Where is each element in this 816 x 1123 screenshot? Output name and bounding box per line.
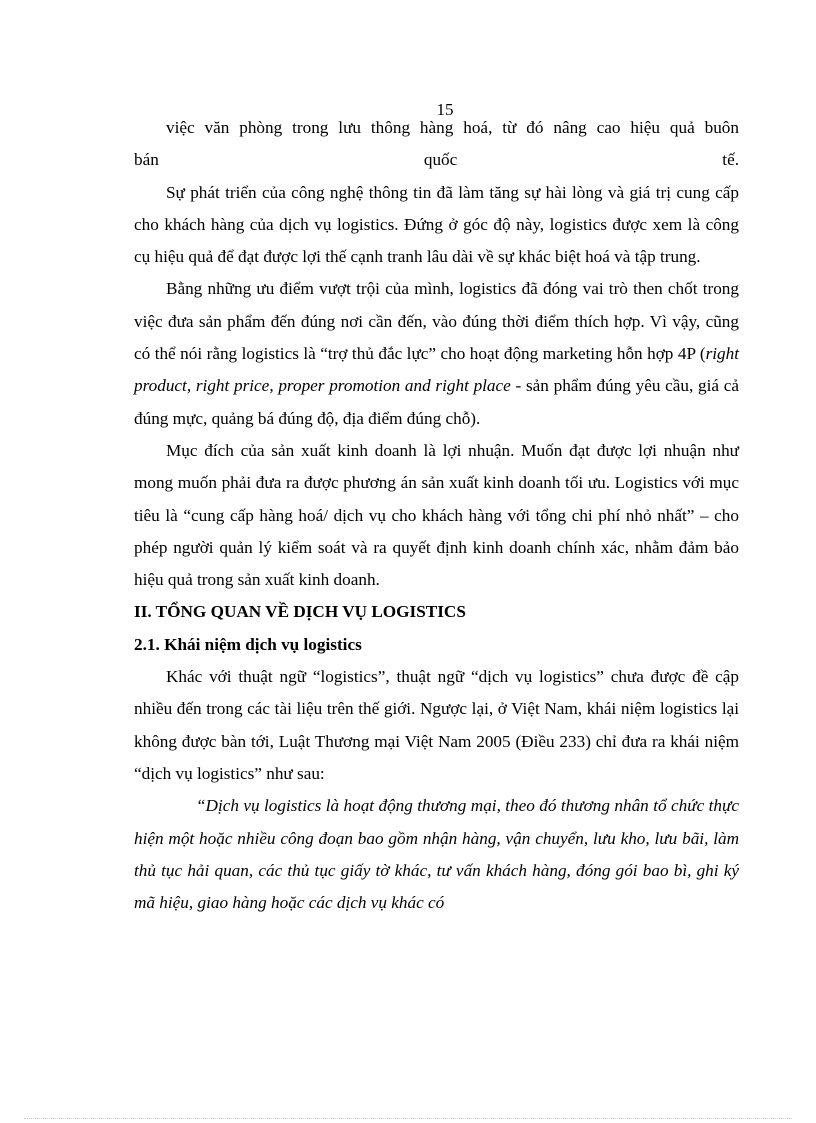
page-header (0, 50, 816, 119)
paragraph-1-line-1: việc văn phòng trong lưu thông hàng hoá, từ đó nâng cao hiệu quả buôn (166, 118, 739, 137)
document-body (134, 112, 739, 919)
paragraph-3-text-b: - sản phẩm đúng yêu cầu, giá cả đúng mực, quảng bá đúng độ, địa điểm đúng chỗ). (134, 376, 739, 428)
section-heading: II. TỔNG QUAN VỀ DỊCH VỤ LOGISTICS (134, 602, 466, 622)
paragraph-4: Mục đích của sản xuất kinh doanh là lợi nhuận. Muốn đạt được lợi nhuận như mong muốn phải đưa ra được phương án sản xuất kinh doanh tối ưu. Logistics với mục tiêu là “cung cấp hàng hoá/ dịch vụ cho khách hàng với tổng chi phí nhỏ nhất” – cho phép người quản lý kiểm soát và ra quyết định kinh doanh chính xác, nhằm đảm bảo hiệu quả trong sản xuất kinh doanh. (134, 440, 739, 590)
paragraph-3-text-a: Bằng những ưu điểm vượt trội của mình, logistics đã đóng vai trò then chốt trong việc đưa sản phẩm đến đúng nơi cần đến, vào đúng thời điểm thích hợp. Vì vậy, cũng có thể nói rằng logistics là “trợ thủ đắc lực” cho hoạt động marketing hỗn hợp 4P ( (134, 279, 739, 364)
subsection-heading: 2.1. Khái niệm dịch vụ logistics (134, 634, 362, 654)
page-number: 15 (436, 100, 454, 119)
paragraph-3-italic-text: right product, right price, proper promotion and right place (134, 344, 739, 396)
paragraph-1-line-2: bán quốc tế. (134, 150, 739, 170)
legal-quote: “Dịch vụ logistics là hoạt động thương mại, theo đó thương nhân tổ chức thực hiện một hoặc nhiều công đoạn bao gồm nhận hàng, vận chuyển, lưu kho, lưu bãi, làm thủ tục hải quan, các thủ tục giấy tờ khác, tư vấn khách hàng, đóng gói bao bì, ghi ký mã hiệu, giao hàng hoặc các dịch vụ khác có (134, 796, 739, 913)
paragraph-5: Khác với thuật ngữ “logistics”, thuật ngữ “dịch vụ logistics” chưa được đề cập nhiều đến trong các tài liệu trên thế giới. Ngược lại, ở Việt Nam, khái niệm logistics lại không được bàn tới, Luật Thương mại Việt Nam 2005 (Điều 233) chỉ đưa ra khái niệm “dịch vụ logistics” như sau: (134, 667, 739, 783)
paragraph-3 (134, 273, 739, 434)
page-bottom-border (24, 1118, 792, 1119)
paragraph-2: Sự phát triển của công nghệ thông tin đã làm tăng sự hài lòng và giá trị cung cấp cho khách hàng của dịch vụ logistics. Đứng ở góc độ này, logistics được xem là công cụ hiệu quả để đạt được lợi thế cạnh tranh lâu dài về sự khác biệt hoá và tập trung. (134, 182, 739, 267)
